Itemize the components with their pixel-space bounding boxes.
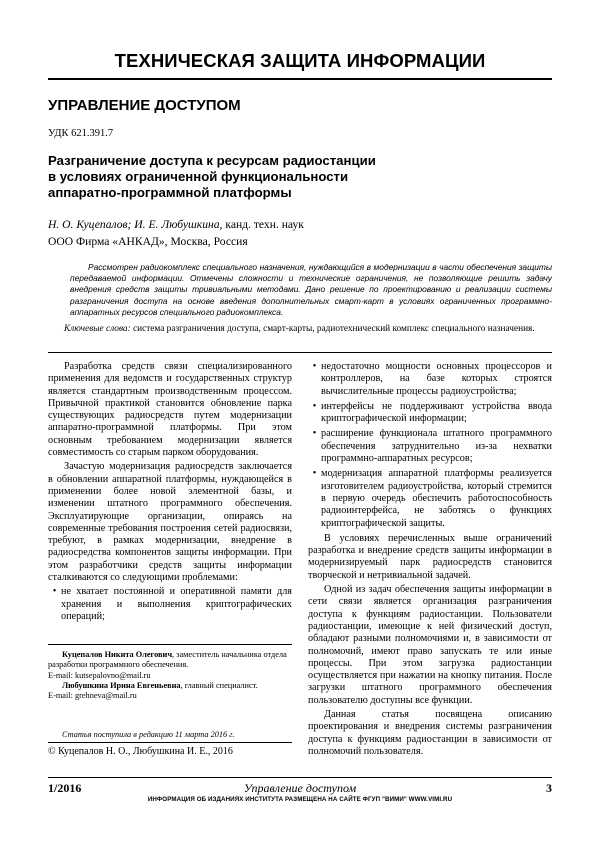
journal-title: ТЕХНИЧЕСКАЯ ЗАЩИТА ИНФОРМАЦИИ xyxy=(114,50,486,71)
author-footnote-email: E-mail: kutsepalovno@mail.ru xyxy=(48,670,151,680)
bullet-text: модернизация аппаратной платформы реализуется изготовителем радиоустройства, который стремится в первую очередь обеспечить работоспособность радиоинтерфейса, не заботясь о функциях криптографической защиты. xyxy=(321,468,552,529)
header-rule xyxy=(48,78,552,80)
author-footnote-name: Любушкина Ирина Евгеньевна xyxy=(62,680,181,690)
article-title-line: аппаратно-программной платформы xyxy=(48,185,292,200)
section-heading: УПРАВЛЕНИЕ ДОСТУПОМ xyxy=(48,97,241,114)
affiliation: ООО Фирма «АНКАД», Москва, Россия xyxy=(48,235,248,248)
abstract-rule xyxy=(48,352,552,353)
page-number: 3 xyxy=(546,781,552,795)
bullet-text: интерфейсы не поддерживают устройства ввода криптографической информации; xyxy=(321,400,552,425)
author-names: Н. О. Куцепалов; И. Е. Любушкина, xyxy=(48,218,223,231)
footer-rule xyxy=(48,777,552,778)
body-column-right xyxy=(308,361,552,760)
bullet-item xyxy=(48,586,292,623)
submission-rule xyxy=(48,742,292,743)
copyright: © Куцепалов Н. О., Любушкина И. Е., 2016 xyxy=(48,746,233,757)
bullet-text: недостаточно мощности основных процессоров и контроллеров, на базе которых строятся вычислительные процессы радиоустройства; xyxy=(321,361,552,397)
body-paragraph: Одной из задач обеспечения защиты информации в сети связи является организация разграничения доступа к функциям радиостанции. Пользователи радиостанции, имеющие к ней физический доступ, обладают разными полномочиями и, в зависимости от полномочий, имеют право запускать те или иные процессы. При этом загрузка радиостанции осуществляется при нажатии на кнопку питания. После загрузки штатного программного обеспечения пользователю доступны все функции. xyxy=(308,584,552,706)
bullet-icon: • xyxy=(52,586,57,598)
author-footnote-role: , главный специалист. xyxy=(180,680,258,690)
bullet-text: расширение функционала штатного программного обеспечения затруднительно из-за нехватки программно-аппаратных ресурсов; xyxy=(321,428,552,465)
article-title-line: Разграничение доступа к ресурсам радиостанции xyxy=(48,153,376,168)
author-footnotes xyxy=(48,650,292,701)
bullet-icon: • xyxy=(312,468,317,480)
bullet-icon: • xyxy=(312,400,317,412)
author-footnote-name: Куцепалов Никита Олегович xyxy=(62,650,173,659)
abstract: Рассмотрен радиокомплекс специального назначения, нуждающийся в модернизации в части обеспечения защиты передаваемой информации. Отмечены сложности и технические ограничения, не позволяющие решить задачу внедрения средств защиты тривиальными методами. Дано решение по проектированию и реализации системы разграничения доступа на основе введения дополнительных смарт-карт в условиях ограниченных программно-аппаратных ресурсов специального радиокомплекса. xyxy=(70,262,552,317)
bullet-item xyxy=(308,361,552,398)
submission-date: Статья поступила в редакцию 11 марта 2016 г. xyxy=(62,730,235,739)
udk-code: УДК 621.391.7 xyxy=(48,128,114,139)
bullet-item xyxy=(308,428,552,465)
bullet-icon: • xyxy=(312,361,317,372)
author-footnote xyxy=(48,650,292,671)
bullet-icon: • xyxy=(312,428,317,440)
keywords xyxy=(48,323,552,335)
author-degree: канд. техн. наук xyxy=(222,218,304,231)
authors xyxy=(48,218,304,231)
body-paragraph: В условиях перечисленных выше ограничений разработка и внедрение средств защиты информации в модернизируемый парк радиосредств становится творческой и нетривиальной задачей. xyxy=(308,532,552,581)
author-footnote xyxy=(48,681,292,691)
bullet-text: не хватает постоянной и оперативной памяти для хранения и выполнения криптографических операций; xyxy=(61,586,292,622)
author-footnote-role: , заместитель начальника отдела разработки программного обеспечения. xyxy=(48,650,287,670)
body-paragraph: Данная статья посвящена описанию проектирования и внедрения системы разграничения доступа к функциям радиостанции в зависимости от полномочий пользователя. xyxy=(308,709,552,757)
footer-section: Управление доступом xyxy=(243,781,357,795)
bullet-item xyxy=(308,401,552,426)
keywords-label: Ключевые слова: xyxy=(64,324,131,334)
footer-notice: ИНФОРМАЦИЯ ОБ ИЗДАНИЯХ ИНСТИТУТА РАЗМЕЩЕНА НА САЙТЕ ФГУП "ВИМИ" WWW.VIMI.RU xyxy=(147,796,453,803)
article-title-line: в условиях ограниченной функциональности xyxy=(48,169,349,184)
body-paragraph: Разработка средств связи специализированного применения для ведомств и государственных структур является стандартным производственным процессом. Привычной практикой становится обновление парка существующих радиосредств путем модернизации аппаратно-программной платформы. При этом основным требованием модернизации является совместимость со старым парком оборудования. xyxy=(48,361,292,459)
body-column-left xyxy=(48,361,292,626)
bullet-item xyxy=(308,468,552,529)
article-title xyxy=(48,153,468,201)
keywords-text: система разграничения доступа, смарт-карты, радиотехнический комплекс специального назначения. xyxy=(130,324,535,334)
footnote-rule xyxy=(48,644,292,645)
author-footnote-email: E-mail: grehneva@mail.ru xyxy=(48,691,137,701)
body-paragraph: Зачастую модернизация радиосредств заключается в обновлении аппаратной платформы, нуждающейся в применении более новой элементной базы, и изменении штатного программного обеспечения. Эксплуатирующие организации, опираясь на современные требования построения сетей радиосвязи, требуют, в рамках модернизации, внедрение в радиосредства компонентов защиты информации. При этом разработчики средств защиты информации сталкиваются со следующими проблемами: xyxy=(48,461,292,584)
footer-issue: 1/2016 xyxy=(48,781,82,795)
